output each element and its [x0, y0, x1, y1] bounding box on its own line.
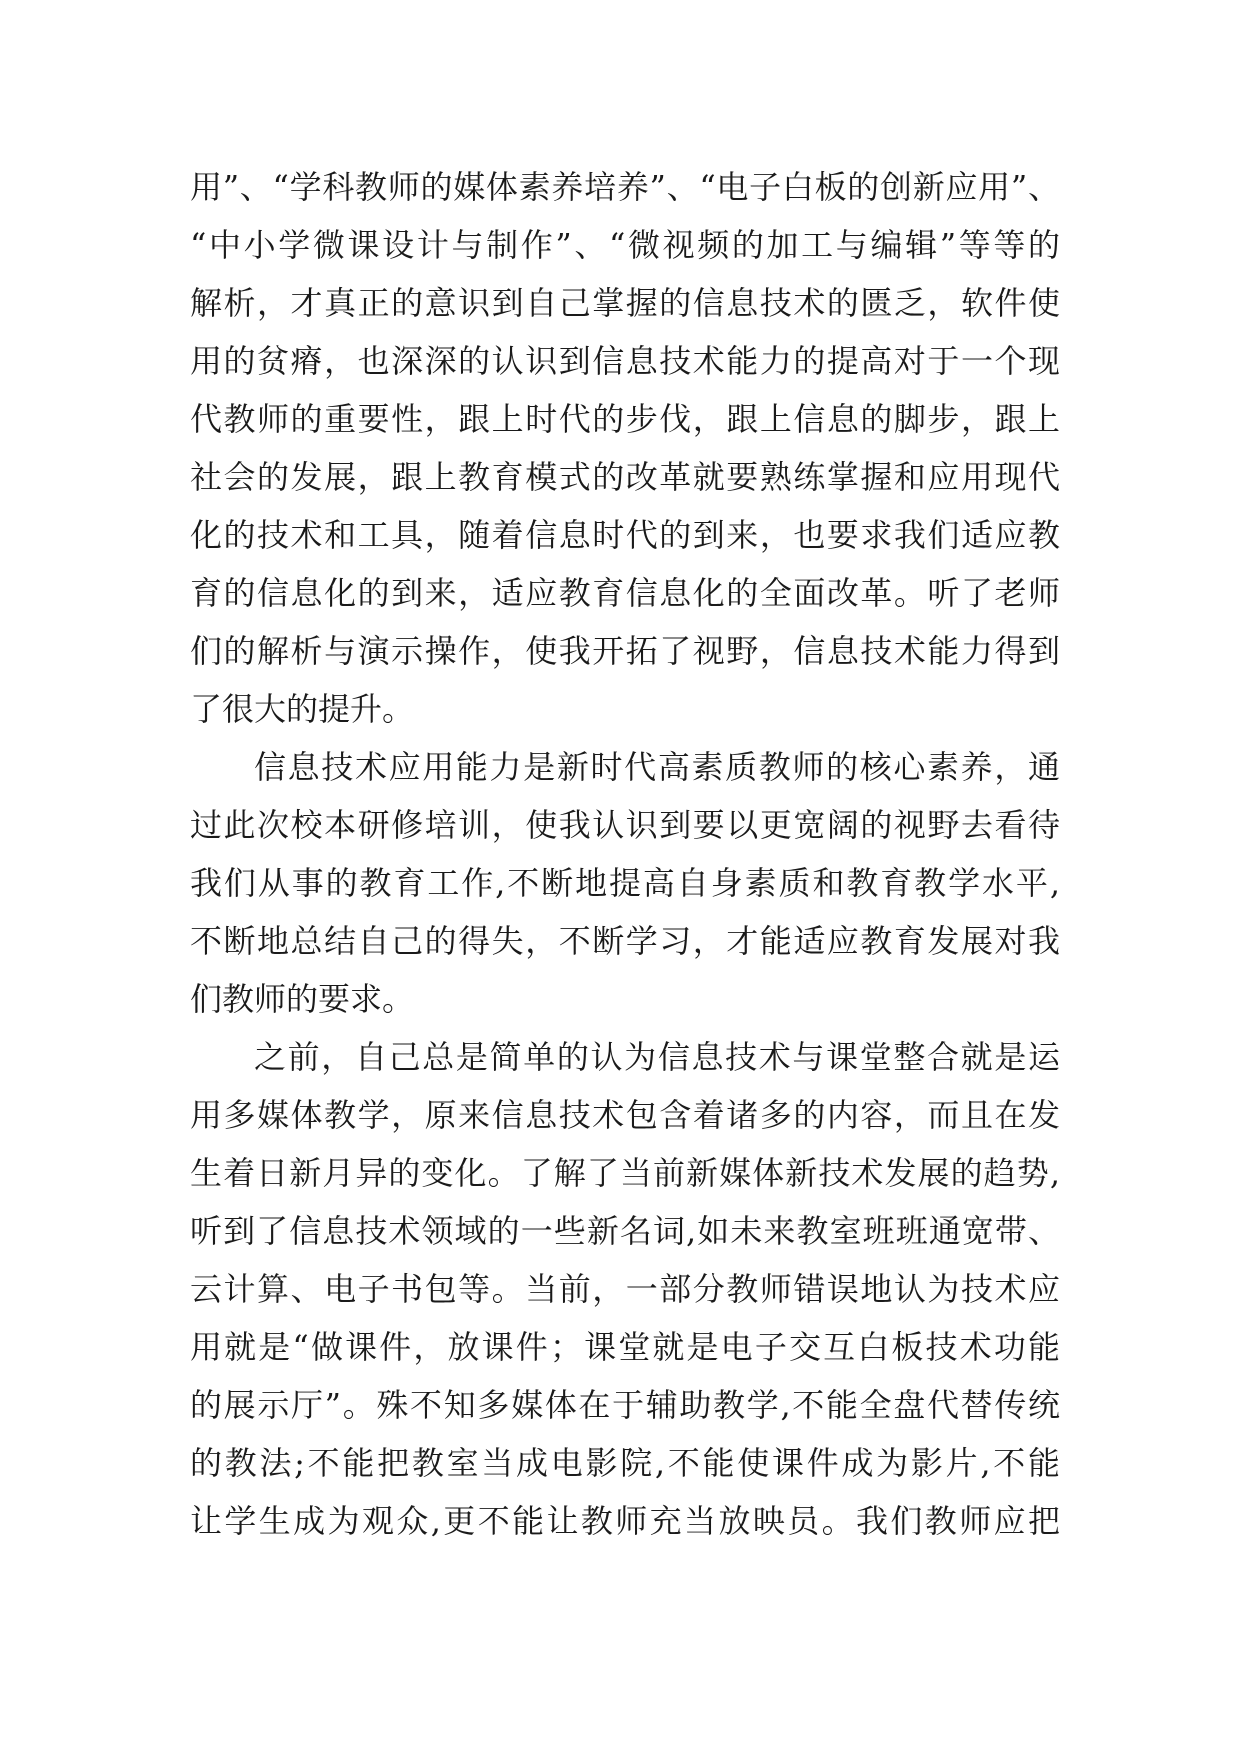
- text-line: 让学生成为观众,更不能让教师充当放映员。我们教师应把: [190, 1502, 1060, 1540]
- text-line: 用”、“学科教师的媒体素养培养”、“电子白板的创新应用”、: [190, 168, 1060, 206]
- text-line: 们教师的要求。: [190, 980, 415, 1018]
- text-line: 不断地总结自己的得失，不断学习，才能适应教育发展对我: [190, 922, 1060, 960]
- text-line: 育的信息化的到来，适应教育信息化的全面改革。听了老师: [190, 574, 1060, 612]
- text-line: “中小学微课设计与制作”、“微视频的加工与编辑”等等的: [190, 226, 1060, 264]
- text-line: 用就是“做课件，放课件；课堂就是电子交互白板技术功能: [190, 1328, 1060, 1366]
- text-line: 听到了信息技术领域的一些新名词,如未来教室班班通宽带、: [190, 1212, 1060, 1250]
- text-line: 的教法;不能把教室当成电影院,不能使课件成为影片,不能: [190, 1444, 1060, 1482]
- text-line: 化的技术和工具，随着信息时代的到来，也要求我们适应教: [190, 516, 1060, 554]
- text-line: 社会的发展，跟上教育模式的改革就要熟练掌握和应用现代: [190, 458, 1060, 496]
- paragraph-first-line: 之前，自己总是简单的认为信息技术与课堂整合就是运: [254, 1038, 1060, 1076]
- text-line: 生着日新月异的变化。了解了当前新媒体新技术发展的趋势,: [190, 1154, 1060, 1192]
- text-line: 了很大的提升。: [190, 690, 415, 728]
- text-line: 解析，才真正的意识到自己掌握的信息技术的匮乏，软件使: [190, 284, 1060, 322]
- text-line: 过此次校本研修培训，使我认识到要以更宽阔的视野去看待: [190, 806, 1060, 844]
- text-line: 代教师的重要性，跟上时代的步伐，跟上信息的脚步，跟上: [190, 400, 1060, 438]
- text-line: 用多媒体教学，原来信息技术包含着诸多的内容，而且在发: [190, 1096, 1060, 1134]
- paragraph-first-line: 信息技术应用能力是新时代高素质教师的核心素养，通: [254, 748, 1060, 786]
- text-line: 我们从事的教育工作,不断地提高自身素质和教育教学水平,: [190, 864, 1060, 902]
- text-line: 云计算、电子书包等。当前，一部分教师错误地认为技术应: [190, 1270, 1060, 1308]
- body-text: [190, 158, 1060, 1550]
- text-line: 的展示厅”。殊不知多媒体在于辅助教学,不能全盘代替传统: [190, 1386, 1060, 1424]
- text-line: 们的解析与演示操作，使我开拓了视野，信息技术能力得到: [190, 632, 1060, 670]
- text-line: 用的贫瘠，也深深的认识到信息技术能力的提高对于一个现: [190, 342, 1060, 380]
